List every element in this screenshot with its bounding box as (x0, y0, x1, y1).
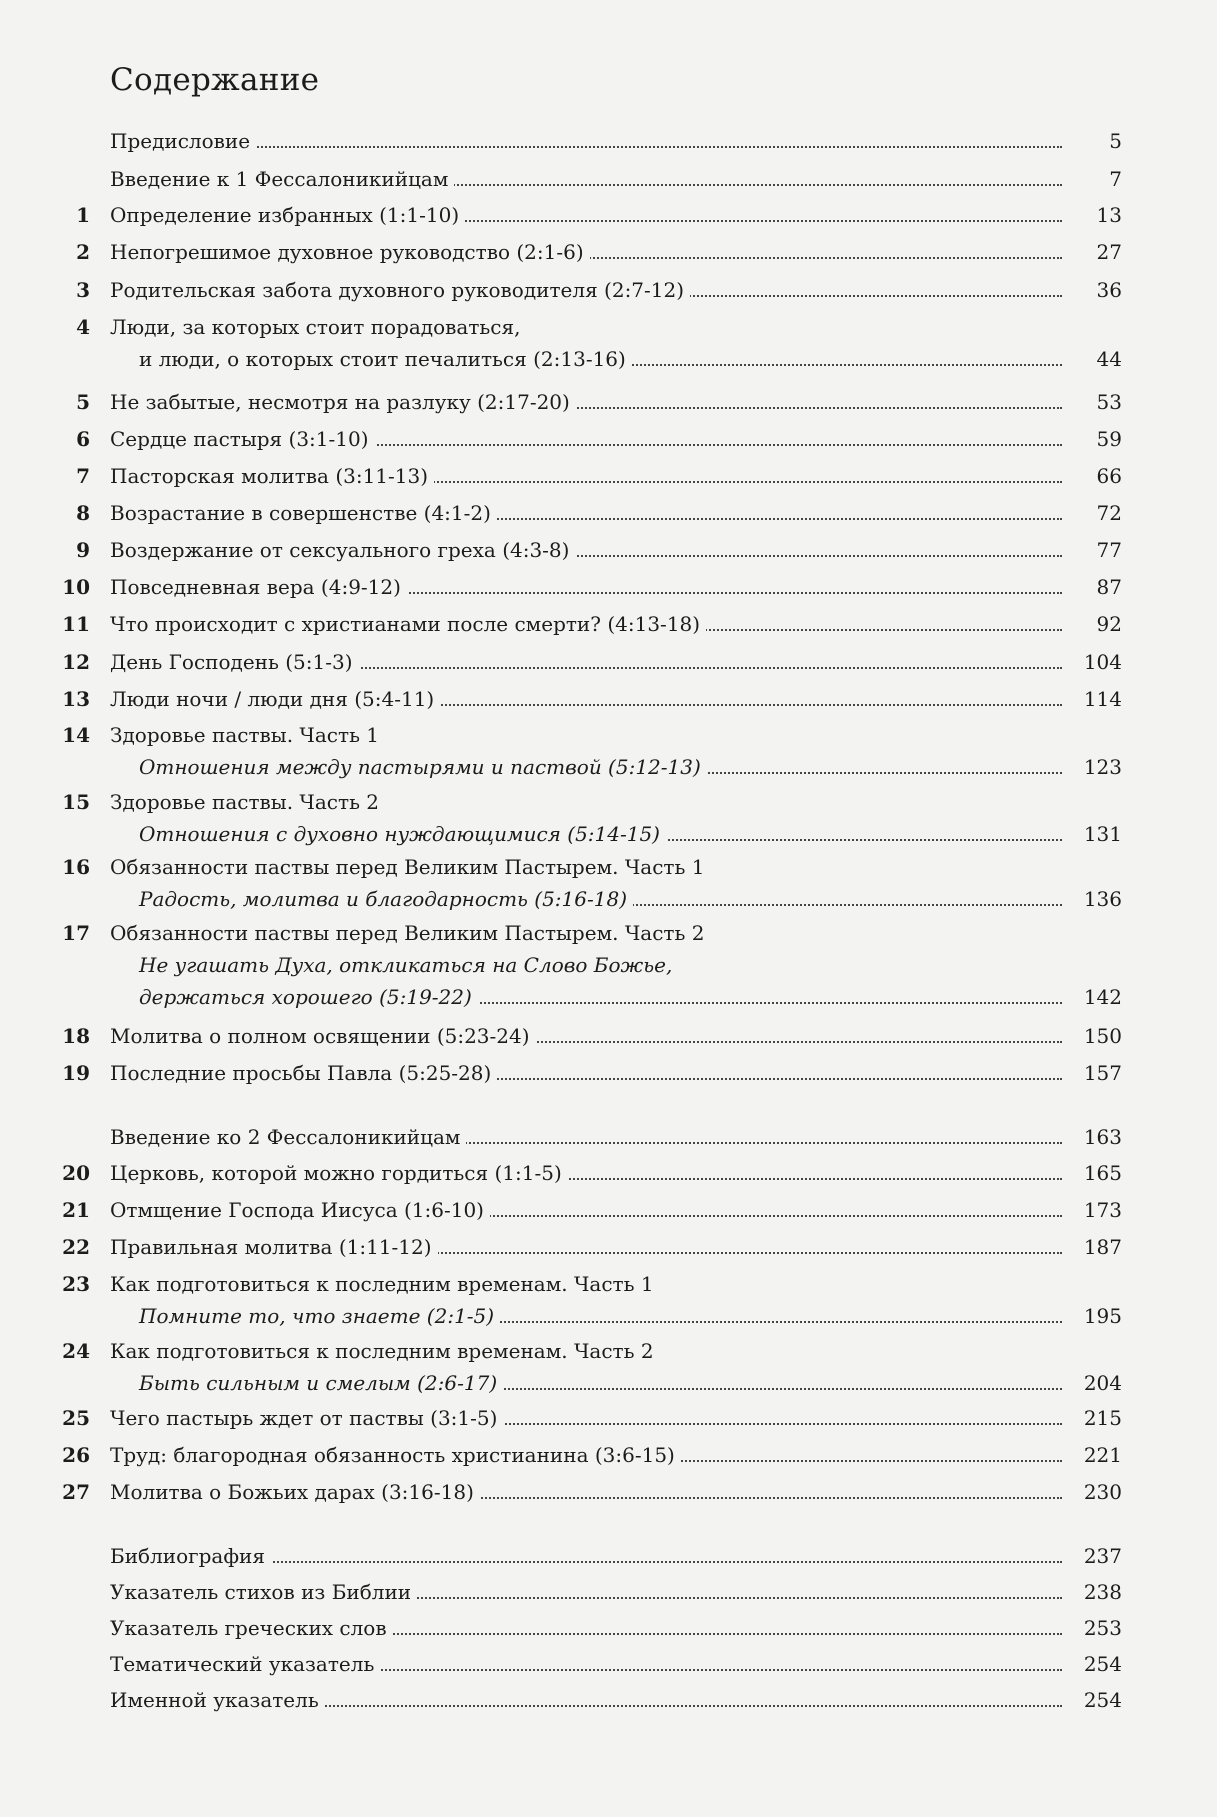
entry-title: Пасторская молитва (3:11-13) (110, 460, 1122, 492)
entry-title: Труд: благородная обязанность христианина (3:6-15) (110, 1439, 1122, 1471)
entry-title: Молитва о полном освящении (5:23-24) (110, 1020, 1122, 1052)
page-number: 104 (1062, 646, 1122, 678)
entry-title: Воздержание от сексуального греха (4:3-8) (110, 534, 1122, 566)
entry-title: Что происходит с христианами после смерти? (4:13-18) (110, 608, 1122, 640)
entry-title: Здоровье паствы. Часть 2 (110, 786, 1122, 818)
entry-subtitle: Не угашать Духа, откликаться на Слово Божье, (139, 949, 1122, 981)
chapter-number: 10 (62, 575, 90, 599)
entry-subtitle: держаться хорошего (5:19-22) (139, 981, 1122, 1013)
page-number: 142 (1062, 981, 1122, 1013)
chapter-number: 9 (76, 538, 90, 562)
entry-subtitle: и люди, о которых стоит печалиться (2:13-16) (139, 343, 1122, 375)
entry-title: Тематический указатель (110, 1648, 1122, 1680)
page-number: 131 (1062, 818, 1122, 850)
entry-title: Обязанности паствы перед Великим Пастырем. Часть 1 (110, 851, 1122, 883)
page-number: 157 (1062, 1057, 1122, 1089)
entry-title: Обязанности паствы перед Великим Пастырем. Часть 2 (110, 917, 1122, 949)
page-number: 7 (1062, 163, 1122, 195)
page-number: 123 (1062, 751, 1122, 783)
chapter-number: 19 (62, 1061, 90, 1085)
page-number: 238 (1062, 1576, 1122, 1608)
entry-title: Родительская забота духовного руководителя (2:7-12) (110, 274, 1122, 306)
chapter-number: 24 (62, 1339, 90, 1363)
entry-title: Введение ко 2 Фессалоникийцам (110, 1121, 1122, 1153)
page-number: 66 (1062, 460, 1122, 492)
entry-title: Правильная молитва (1:11-12) (110, 1231, 1122, 1263)
entry-subtitle: Отношения с духовно нуждающимися (5:14-15) (139, 818, 1122, 850)
chapter-number: 1 (76, 203, 90, 227)
page-number: 195 (1062, 1300, 1122, 1332)
page-number: 253 (1062, 1612, 1122, 1644)
entry-title: Именной указатель (110, 1684, 1122, 1716)
page-number: 5 (1062, 125, 1122, 157)
entry-title: День Господень (5:1-3) (110, 646, 1122, 678)
page-number: 254 (1062, 1648, 1122, 1680)
page-number: 221 (1062, 1439, 1122, 1471)
chapter-number: 4 (76, 315, 90, 339)
entry-title: Сердце пастыря (3:1-10) (110, 423, 1122, 455)
page-number: 215 (1062, 1402, 1122, 1434)
entry-subtitle: Радость, молитва и благодарность (5:16-18) (139, 883, 1122, 915)
chapter-number: 23 (62, 1272, 90, 1296)
entry-title: Не забытые, несмотря на разлуку (2:17-20) (110, 386, 1122, 418)
entry-subtitle: Быть сильным и смелым (2:6-17) (139, 1367, 1122, 1399)
chapter-number: 16 (62, 855, 90, 879)
entry-title: Как подготовиться к последним временам. Часть 2 (110, 1335, 1122, 1367)
page-number: 136 (1062, 883, 1122, 915)
page-number: 204 (1062, 1367, 1122, 1399)
page-number: 77 (1062, 534, 1122, 566)
chapter-number: 11 (62, 612, 90, 636)
page-number: 44 (1062, 343, 1122, 375)
chapter-number: 27 (62, 1480, 90, 1504)
page-number: 237 (1062, 1540, 1122, 1572)
page-number: 72 (1062, 497, 1122, 529)
chapter-number: 14 (62, 723, 90, 747)
entry-title: Непогрешимое духовное руководство (2:1-6) (110, 236, 1122, 268)
page-number: 92 (1062, 608, 1122, 640)
entry-title: Предисловие (110, 125, 1122, 157)
entry-title: Повседневная вера (4:9-12) (110, 571, 1122, 603)
entry-title: Указатель стихов из Библии (110, 1576, 1122, 1608)
entry-title: Молитва о Божьих дарах (3:16-18) (110, 1476, 1122, 1508)
entry-title: Последние просьбы Павла (5:25-28) (110, 1057, 1122, 1089)
entry-title: Чего пастырь ждет от паствы (3:1-5) (110, 1402, 1122, 1434)
chapter-number: 25 (62, 1406, 90, 1430)
chapter-number: 15 (62, 790, 90, 814)
chapter-number: 7 (76, 464, 90, 488)
chapter-number: 13 (62, 687, 90, 711)
entry-title: Введение к 1 Фессалоникийцам (110, 163, 1122, 195)
page-number: 163 (1062, 1121, 1122, 1153)
page-number: 59 (1062, 423, 1122, 455)
entry-subtitle: Отношения между пастырями и паствой (5:12-13) (139, 751, 1122, 783)
chapter-number: 20 (62, 1161, 90, 1185)
chapter-number: 17 (62, 921, 90, 945)
page-number: 165 (1062, 1157, 1122, 1189)
page-number: 87 (1062, 571, 1122, 603)
chapter-number: 6 (76, 427, 90, 451)
page-number: 114 (1062, 683, 1122, 715)
page-number: 187 (1062, 1231, 1122, 1263)
chapter-number: 18 (62, 1024, 90, 1048)
entry-title: Церковь, которой можно гордиться (1:1-5) (110, 1157, 1122, 1189)
page-number: 254 (1062, 1684, 1122, 1716)
chapter-number: 3 (76, 278, 90, 302)
entry-title: Отмщение Господа Иисуса (1:6-10) (110, 1194, 1122, 1226)
chapter-number: 2 (76, 240, 90, 264)
page-number: 53 (1062, 386, 1122, 418)
chapter-number: 12 (62, 650, 90, 674)
page-number: 27 (1062, 236, 1122, 268)
entry-title: Библиография (110, 1540, 1122, 1572)
page-number: 173 (1062, 1194, 1122, 1226)
chapter-number: 22 (62, 1235, 90, 1259)
chapter-number: 5 (76, 390, 90, 414)
entry-title: Указатель греческих слов (110, 1612, 1122, 1644)
entry-title: Возрастание в совершенстве (4:1-2) (110, 497, 1122, 529)
page-number: 230 (1062, 1476, 1122, 1508)
entry-title: Определение избранных (1:1-10) (110, 199, 1122, 231)
chapter-number: 26 (62, 1443, 90, 1467)
entry-title: Люди, за которых стоит порадоваться, (110, 311, 1122, 343)
page-number: 13 (1062, 199, 1122, 231)
chapter-number: 21 (62, 1198, 90, 1222)
page-number: 150 (1062, 1020, 1122, 1052)
entry-subtitle: Помните то, что знаете (2:1-5) (139, 1300, 1122, 1332)
chapter-number: 8 (76, 501, 90, 525)
entry-title: Люди ночи / люди дня (5:4-11) (110, 683, 1122, 715)
entry-title: Здоровье паствы. Часть 1 (110, 719, 1122, 751)
page-number: 36 (1062, 274, 1122, 306)
entry-title: Как подготовиться к последним временам. Часть 1 (110, 1268, 1122, 1300)
page-title: Содержание (110, 62, 320, 98)
